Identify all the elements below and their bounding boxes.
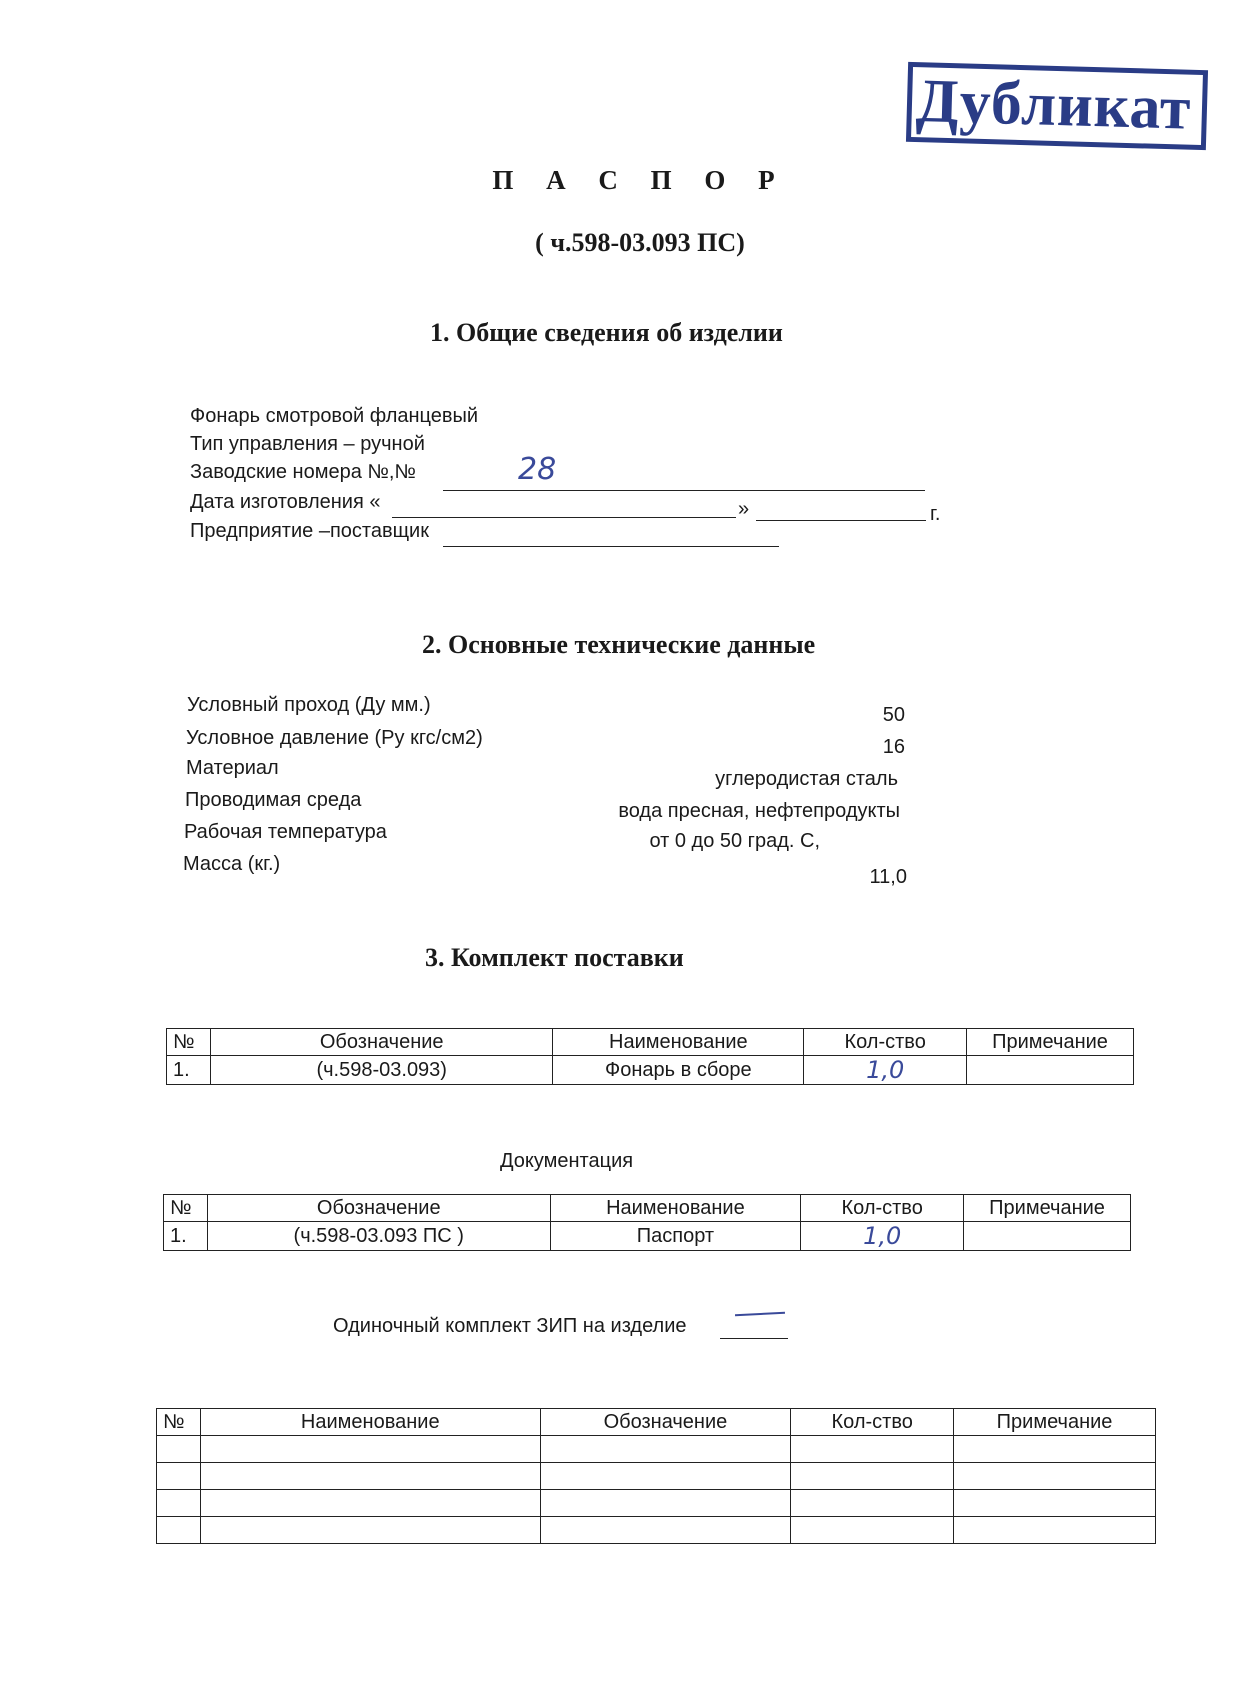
header-note: Примечание	[964, 1195, 1131, 1222]
spec-label: Рабочая температура	[184, 821, 387, 843]
product-name: Фонарь смотровой фланцевый	[190, 405, 479, 427]
empty-cell	[540, 1463, 791, 1490]
row-name: Паспорт	[550, 1222, 801, 1251]
spec-label: Проводимая среда	[185, 789, 362, 811]
spare-parts-table	[156, 1408, 1156, 1544]
table-row	[164, 1222, 1131, 1251]
spare-parts-underline	[720, 1338, 788, 1339]
header-designation: Обозначение	[207, 1195, 550, 1222]
table-row	[157, 1436, 1156, 1463]
header-designation: Обозначение	[540, 1409, 791, 1436]
control-type: Тип управления – ручной	[190, 433, 425, 455]
empty-cell	[540, 1517, 791, 1544]
row-number: 1.	[167, 1056, 211, 1085]
empty-cell	[200, 1490, 540, 1517]
table-row	[167, 1056, 1134, 1085]
empty-cell	[200, 1463, 540, 1490]
serial-label: Заводские номера №,№	[190, 461, 416, 483]
supplier-label: Предприятие –поставщик	[190, 520, 429, 542]
row-designation: (ч.598-03.093)	[210, 1056, 553, 1085]
header-name: Наименование	[550, 1195, 801, 1222]
date-quote-close: »	[738, 498, 750, 520]
spare-parts-label: Одиночный комплект ЗИП на изделие	[333, 1315, 687, 1337]
table-row	[157, 1517, 1156, 1544]
row-quantity: 1,0	[801, 1222, 964, 1251]
duplicate-stamp: Дубликат	[906, 62, 1208, 150]
date-year-underline	[756, 520, 926, 521]
date-day-underline	[392, 517, 736, 518]
empty-cell	[954, 1490, 1156, 1517]
spec-value: 16	[882, 736, 905, 758]
documentation-label: Документация	[500, 1150, 634, 1172]
empty-cell	[200, 1517, 540, 1544]
row-note	[964, 1222, 1131, 1251]
table-row	[157, 1490, 1156, 1517]
empty-cell	[954, 1436, 1156, 1463]
header-number: №	[157, 1409, 201, 1436]
header-note: Примечание	[967, 1029, 1134, 1056]
document-subtitle: ( ч.598-03.093 ПС)	[535, 228, 745, 257]
empty-cell	[540, 1436, 791, 1463]
date-label: Дата изготовления «	[190, 491, 381, 513]
spec-label: Материал	[186, 757, 279, 779]
row-quantity: 1,0	[804, 1056, 967, 1085]
row-note	[967, 1056, 1134, 1085]
header-designation: Обозначение	[210, 1029, 553, 1056]
spec-label: Масса (кг.)	[183, 853, 281, 875]
empty-cell	[954, 1463, 1156, 1490]
empty-cell	[791, 1436, 954, 1463]
empty-cell	[791, 1463, 954, 1490]
empty-cell	[157, 1517, 201, 1544]
header-quantity: Кол-ство	[801, 1195, 964, 1222]
empty-cell	[791, 1517, 954, 1544]
header-name: Наименование	[553, 1029, 804, 1056]
header-name: Наименование	[200, 1409, 540, 1436]
row-designation: (ч.598-03.093 ПС )	[207, 1222, 550, 1251]
serial-underline	[443, 490, 925, 491]
empty-cell	[157, 1463, 201, 1490]
header-quantity: Кол-ство	[791, 1409, 954, 1436]
table-row	[157, 1463, 1156, 1490]
header-quantity: Кол-ство	[804, 1029, 967, 1056]
empty-cell	[791, 1490, 954, 1517]
document-title: П А С П О Р	[492, 165, 788, 195]
documentation-table	[163, 1194, 1131, 1251]
spec-value: вода пресная, нефтепродукты	[618, 800, 900, 822]
empty-cell	[200, 1436, 540, 1463]
section-2-heading: 2. Основные технические данные	[422, 630, 816, 659]
delivery-table	[166, 1028, 1134, 1085]
empty-cell	[954, 1517, 1156, 1544]
header-number: №	[164, 1195, 208, 1222]
table-header-row	[167, 1029, 1134, 1056]
spare-parts-dash	[735, 1312, 785, 1317]
spec-value: 11,0	[869, 866, 907, 888]
table-header-row	[157, 1409, 1156, 1436]
empty-cell	[540, 1490, 791, 1517]
spec-value: от 0 до 50 град. С,	[649, 830, 820, 852]
spec-value: углеродистая сталь	[715, 768, 898, 790]
row-number: 1.	[164, 1222, 208, 1251]
section-3-heading: 3. Комплект поставки	[425, 943, 684, 972]
header-number: №	[167, 1029, 211, 1056]
spec-label: Условный проход (Ду мм.)	[187, 694, 431, 716]
header-note: Примечание	[954, 1409, 1156, 1436]
table-header-row	[164, 1195, 1131, 1222]
spec-value: 50	[882, 704, 905, 726]
row-name: Фонарь в сборе	[553, 1056, 804, 1085]
empty-cell	[157, 1436, 201, 1463]
empty-cell	[157, 1490, 201, 1517]
section-1-heading: 1. Общие сведения об изделии	[430, 318, 783, 347]
spec-label: Условное давление (Ру кгс/см2)	[186, 727, 483, 749]
date-year-suffix: г.	[930, 503, 941, 525]
serial-value: 28	[518, 452, 557, 487]
supplier-underline	[443, 546, 779, 547]
